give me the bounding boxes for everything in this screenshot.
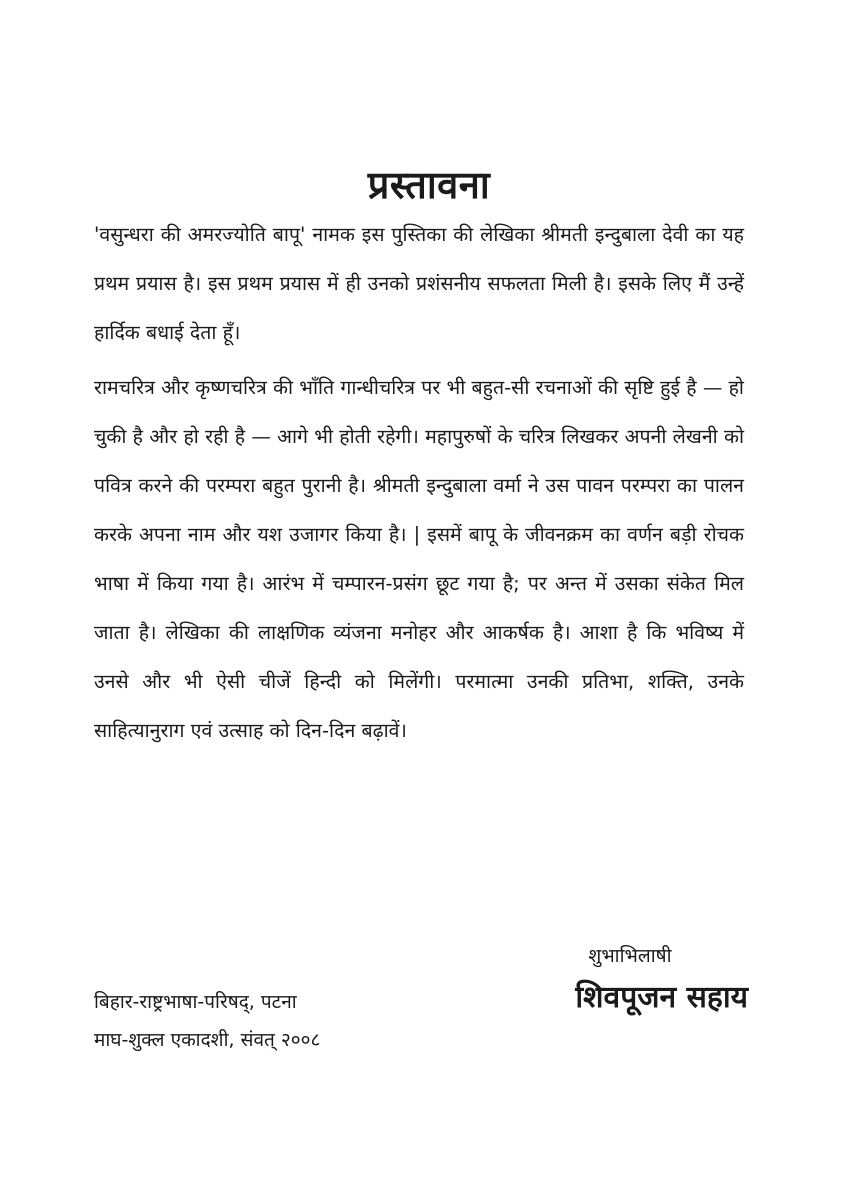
preface-body xyxy=(94,210,744,755)
date-line: माघ-शुक्ल एकादशी, संवत् २००८ xyxy=(94,1029,321,1051)
place-line: बिहार-राष्ट्रभाषा-परिषद्, पटना xyxy=(94,991,297,1013)
paragraph-2: रामचरित्र और कृष्णचरित्र की भाँति गान्धीचरित्र पर भी बहुत-सी रचनाओं की सृष्टि हुई है — हो चुकी है और हो रही है — आगे भी होती रहेगी। महापुरुषों के चरित्र लिखकर अपनी लेखनी को पवित्र करने की परम्परा बहुत पुरानी है। श्रीमती इन्दुबाला वर्मा ने उस पावन परम्परा का पालन करके अपना नाम और यश उजागर किया है। | इसमें बापू के जीवनक्रम का वर्णन बड़ी रोचक भाषा में किया गया है। आरंभ में चम्पारन-प्रसंग छूट गया है; पर अन्त में उसका संकेत मिल जाता है। लेखिका की लाक्षणिक व्यंजना मनोहर और आकर्षक है। आशा है कि भविष्य में उनसे और भी ऐसी चीजें हिन्दी को मिलेंगी। परमात्मा उनकी प्रतिभा, शक्ति, उनके साहित्यानुराग एवं उत्साह को दिन-दिन बढ़ावें। xyxy=(94,376,744,742)
signature-name: शिवपूजन सहाय xyxy=(575,980,748,1015)
signature-label: शुभाभिलाषी xyxy=(588,945,672,967)
paragraph-1: 'वसुन्धरा की अमरज्योति बापू' नामक इस पुस्तिका की लेखिका श्रीमती इन्दुबाला देवी का यह प्रथम प्रयास है। इस प्रथम प्रयास में ही उनको प्रशंसनीय सफलता मिली है। इसके लिए मैं उन्हें हार्दिक बधाई देता हूँ। xyxy=(94,223,744,344)
page-title: प्रस्तावना xyxy=(367,163,491,208)
